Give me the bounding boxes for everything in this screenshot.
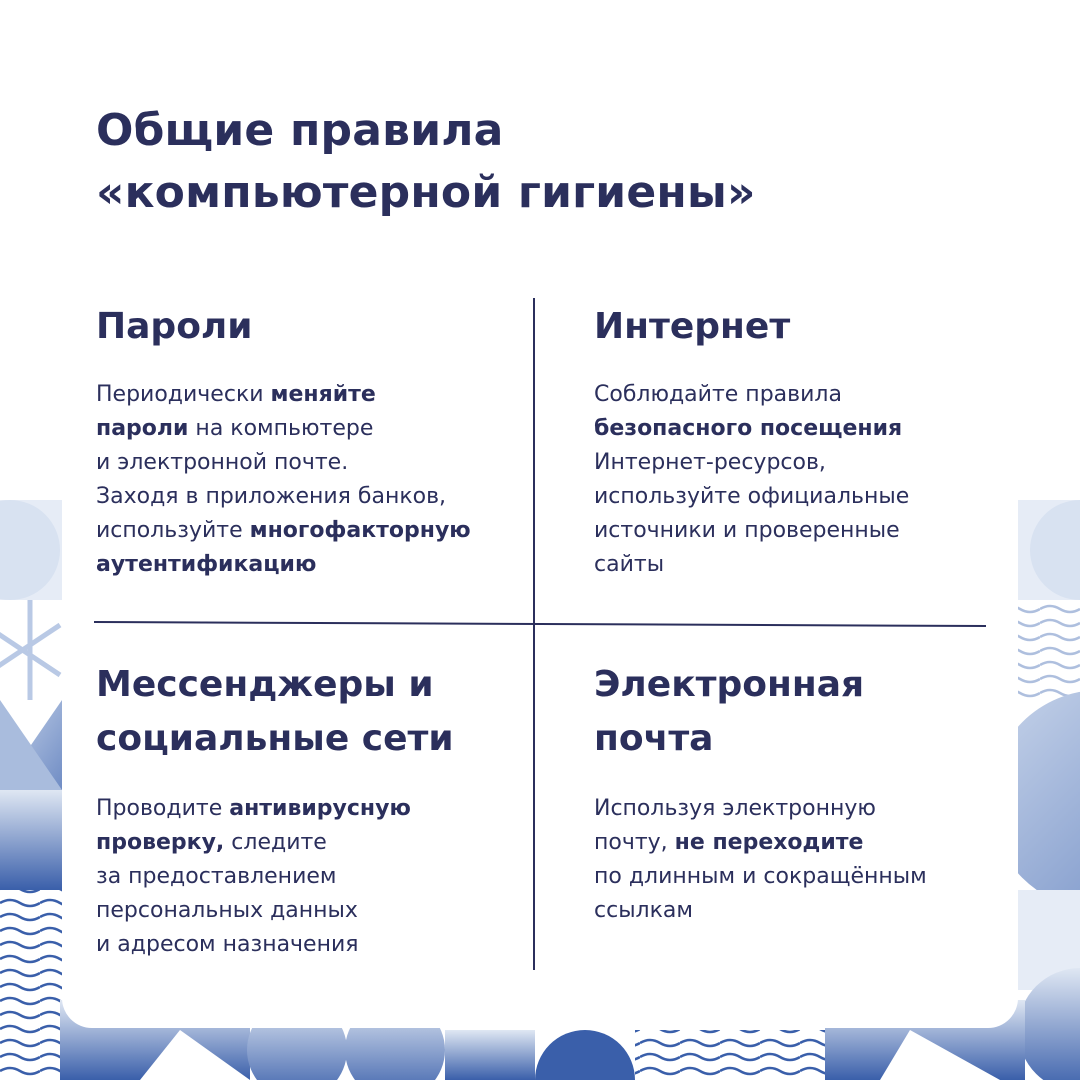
section-text: Проводите антивирусную проверку, следите за предоставлением персональных данных и адресом назначения — [96, 796, 411, 957]
section-title: Мессенджеры и социальные сети — [96, 664, 454, 759]
section-passwords — [96, 300, 516, 582]
section-title: Пароли — [96, 306, 253, 347]
section-title: Интернет — [594, 306, 791, 347]
section-text: Используя электронную почту, не переходите по длинным и сокращённым ссылкам — [594, 796, 927, 923]
section-messengers — [96, 658, 516, 962]
section-text: Соблюдайте правила безопасного посещения Интернет-ресурсов, используйте официальные источники и проверенные сайты — [594, 382, 910, 577]
page-title: Общие правила «компьютерной гигиены» — [96, 105, 756, 218]
section-title: Электронная почта — [594, 664, 865, 759]
section-text: Периодически меняйте пароли на компьютере и электронной почте. Заходя в приложения банков, используйте многофакторную аутентификацию — [96, 382, 471, 577]
section-internet — [594, 300, 1014, 582]
section-email — [594, 658, 1014, 928]
